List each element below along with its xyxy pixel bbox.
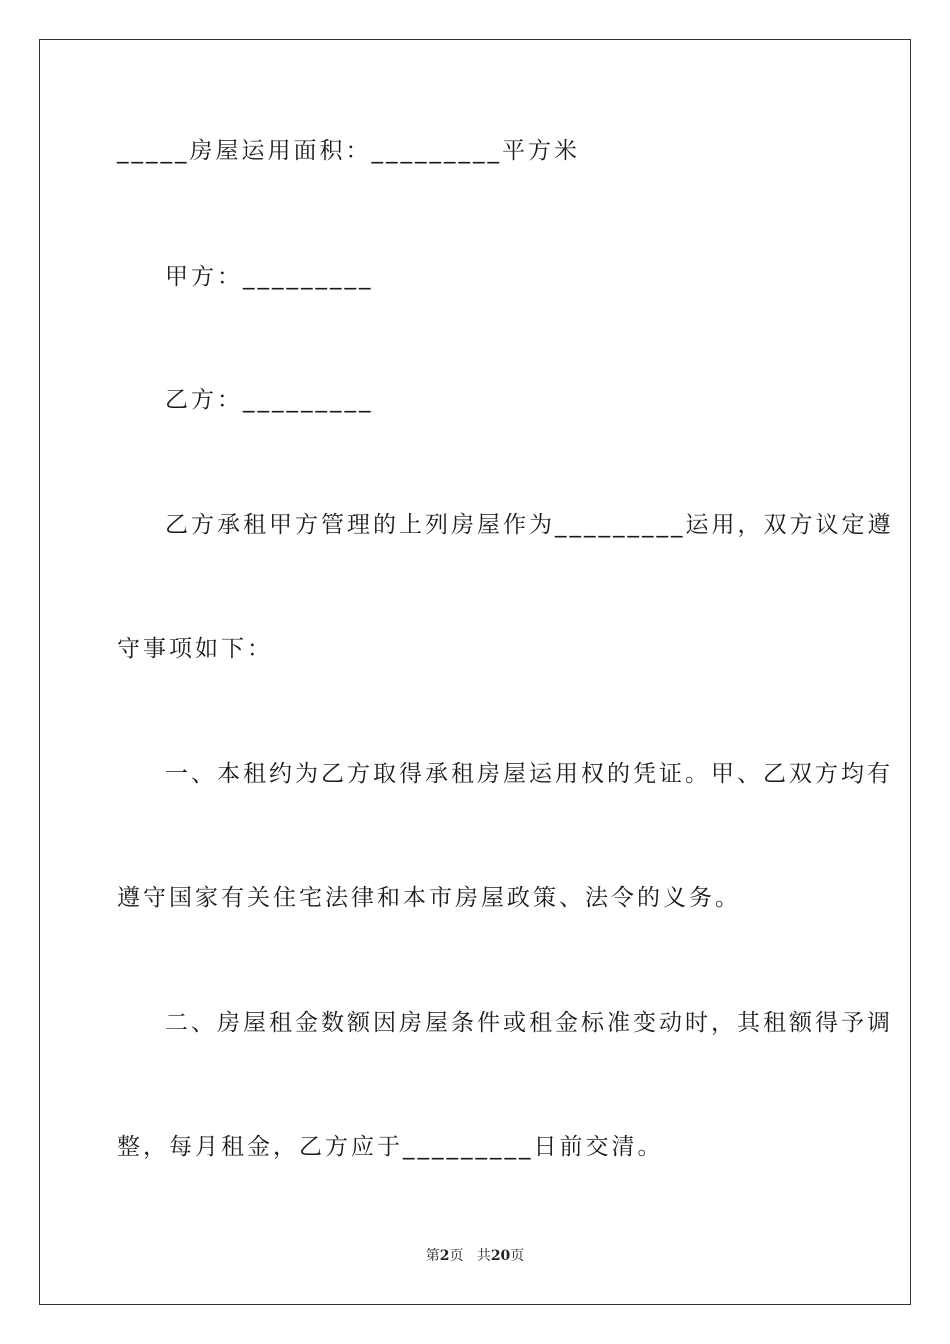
text-line-party-b: 乙方：_________	[165, 387, 374, 413]
footer-page-current: 2	[439, 1248, 450, 1264]
text-line-area: _____房屋运用面积：_________平方米	[117, 138, 580, 164]
text-line-clause-1: 一、本租约为乙方取得承租房屋运用权的凭证。甲、乙双方均有	[165, 761, 893, 787]
page-frame	[39, 39, 911, 1305]
footer-page-prefix: 第	[425, 1248, 440, 1264]
text-line-usage-cont: 守事项如下：	[117, 636, 273, 662]
footer-page-suffix: 页	[449, 1248, 464, 1264]
footer-page-total: 20	[490, 1248, 511, 1264]
footer-total-suffix: 页	[510, 1248, 525, 1264]
text-line-party-a: 甲方：_________	[165, 264, 374, 290]
text-line-usage: 乙方承租甲方管理的上列房屋作为_________运用，双方议定遵	[165, 512, 894, 538]
text-line-clause-1-cont: 遵守国家有关住宅法律和本市房屋政策、法令的义务。	[117, 885, 741, 911]
footer-total-prefix: 共	[476, 1248, 491, 1264]
page-footer	[0, 1246, 950, 1266]
text-line-clause-2: 二、房屋租金数额因房屋条件或租金标准变动时，其租额得予调	[165, 1010, 893, 1036]
text-line-clause-2-cont: 整，每月租金，乙方应于_________日前交清。	[117, 1134, 664, 1160]
